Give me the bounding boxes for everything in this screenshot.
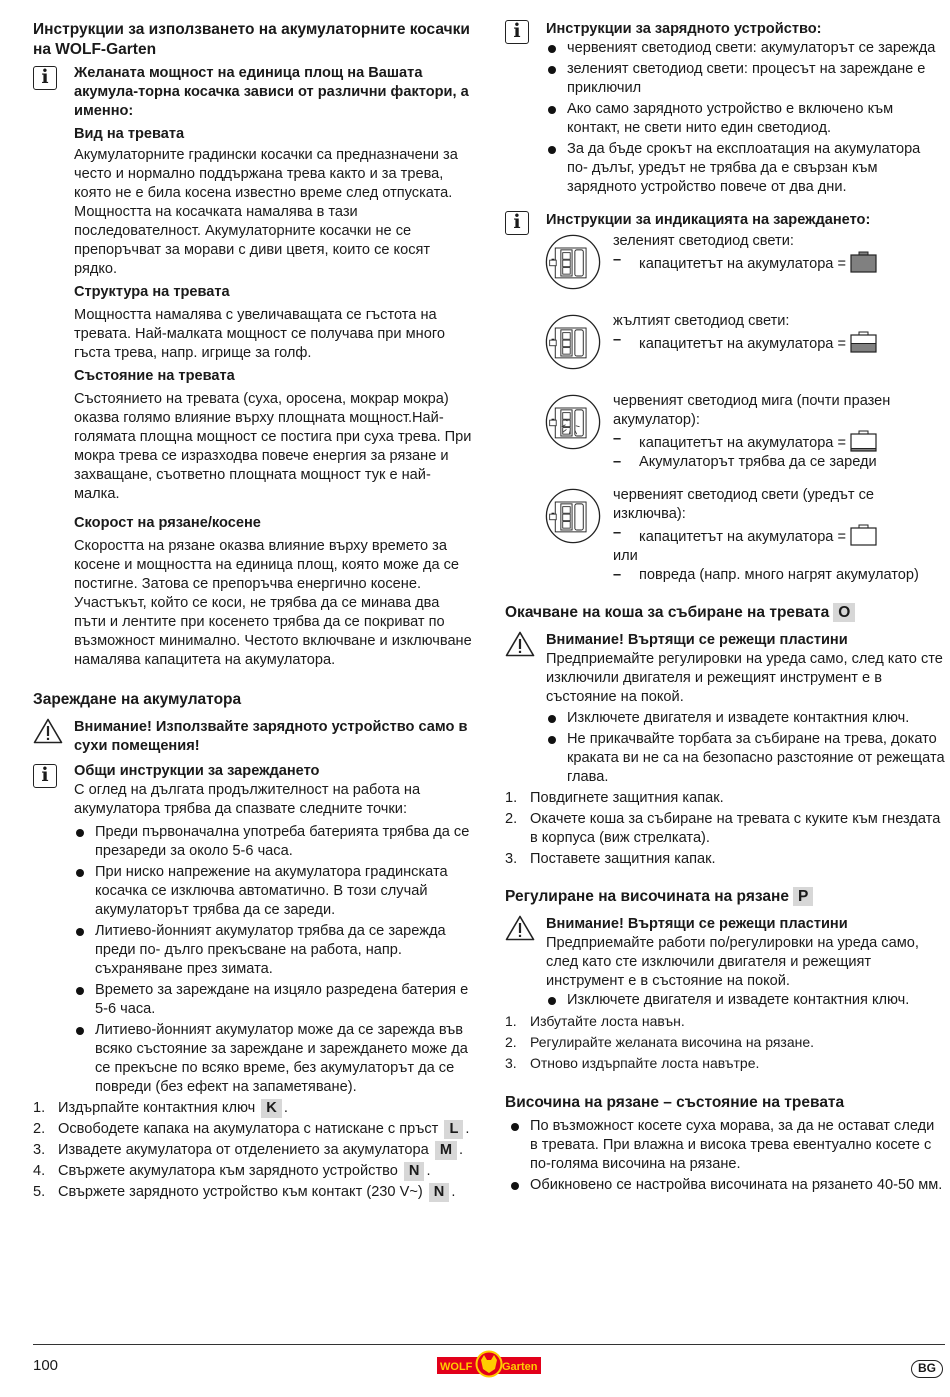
step-text: Регулирайте желаната височина на рязане. [530,1034,815,1050]
step-number: 2. [33,1121,46,1137]
step-number: 3. [505,1055,517,1071]
indicator-title: Инструкции за индикацията на зареждането: [546,212,871,228]
battery-fill [851,255,876,272]
list-item: зеленият светодиод свети: процесът на зареждане е приключил [546,60,945,98]
indicator-status: жълтият светодиод свети: [613,313,790,329]
indicator-capacity [613,430,945,453]
charger-bullets [546,39,945,197]
charging-title: Зареждане на акумулатора [33,691,242,708]
list-item: Не прикачвайте торбата за събиране на трева, докато краката ви не са на безопасно разстояние от режещата глава. [546,730,945,787]
indicator-note: – повреда (напр. много нагрят акумулатор) [613,566,945,585]
list-item: червеният светодиод свети: акумулаторът се зарежда [546,39,945,58]
basket-warning-title: Внимание! Въртящи се режещи пластини [546,632,848,648]
step-number: 3. [33,1142,46,1158]
battery-fill [851,344,876,353]
basket-title-line [505,603,945,623]
grass-structure-text: Мощността намалява с увеличаващата се гъстота на тревата. Най-малката мощност се получава при много гъста трева, напр. игрище за голф. [74,307,445,361]
charging-warning: Внимание! Използвайте зарядното устройство само в сухи помещения! [74,719,468,754]
info-box-factors [33,64,473,670]
list-item: Преди първоначална употреба батерията трябва да се презареди за около 5-6 часа. [74,823,473,861]
info-icon: i [505,20,529,44]
grass-condition-title: Състояние на тревата [74,368,235,384]
step-number: 5. [33,1184,46,1200]
figure-key: M [435,1141,457,1160]
figure-key: N [404,1162,425,1181]
info-icon: i [505,211,529,235]
capacity-label: капацитетът на акумулатора = [639,336,847,352]
step-text: Свържете зарядното устройство към контакт (230 V~) [58,1184,423,1200]
grass-type-title: Вид на тревата [74,126,185,142]
factors-intro: Желаната мощност на единица площ на Вашата акумула-торна косачка зависи от различни фактори, а именно: [74,65,469,119]
logo-text-wolf: WOLF [440,1361,473,1373]
basket-title: Окачване на коша за събиране на тревата [505,604,830,621]
step-text: Отново издърпайте лоста навътре. [530,1055,760,1071]
grass-condition-text: Състоянието на тревата (суха, оросена, мокрар мокра) оказва голямо влияние върху площната мощност.Най-голямата площна мощност се постига при суха трева. При мокра трева се изразходва повече енергия за рязане и захващане, съответно площната мощност тук е най-малка. [74,391,472,502]
indicator-note: – Акумулаторът трябва да се зареди [613,453,945,472]
step-text: Повдигнете защитния капак. [530,790,724,806]
battery-level-icon [850,430,877,452]
general-text: С оглед на дългата продължителност на работа на акумулатора трябва да спазвате следните точки: [74,782,421,817]
step-number: 2. [505,811,518,827]
step-end: . [283,1100,288,1116]
warning-box-height [505,915,945,1010]
left-column [33,20,473,1204]
step-item [505,850,945,869]
figure-key: N [429,1183,450,1202]
speed-title: Скорост на рязане/косене [74,515,261,531]
info-box-general [33,762,473,1097]
list-item: По възможност косете суха морава, за да не остават следи в тревата. При влажна и висока трева евентуално косете с по-голяма височина на рязане. [509,1117,945,1174]
condition-title: Височина на рязане – състояние на тревата [505,1094,845,1111]
right-column [505,20,945,1197]
height-warning-text: Предприемайте работи по/регулировки на уреда само, след като сте изключили двигателя и режещият инструмент е в състояние на покой. [546,935,919,989]
list-item: Ако само зарядното устройство е включено към контакт, не свети нито един светодиод. [546,100,945,138]
list-item: Времето за зареждане на изцяло разредена батерия е 5-6 часа. [74,981,473,1019]
step-item [33,1141,473,1160]
height-warning-bullets [546,991,945,1010]
battery-outline [851,528,876,545]
indicator-row-red-steady [545,486,945,585]
step-number: 3. [505,851,518,867]
mower-instructions-title: Инструкции за използването на акумулаторните косачки на WOLF-Garten [33,21,470,58]
battery-level-icon [850,331,877,353]
step-number: 1. [33,1100,46,1116]
step-text: Свържете акумулатора към зарядното устройство [58,1163,398,1179]
warning-icon [505,631,535,657]
logo-text-garten: Garten [502,1361,538,1373]
step-item [33,1120,473,1139]
step-text: Освободете капака на акумулатора с натискане с пръст [58,1121,439,1137]
charging-steps [33,1099,473,1202]
height-title-line [505,887,945,907]
list-item: При ниско напрежение на акумулатора градинската косачка се изключва автоматично. В този случай акумулаторът трябва да се зареди. [74,863,473,920]
battery-pack-icon [545,234,601,290]
language-badge: BG [911,1360,943,1378]
battery-level-icon [850,524,877,546]
battery-pack-icon [545,488,601,544]
step-item [505,810,945,848]
step-end: . [465,1121,470,1137]
indicator-capacity [613,251,945,274]
step-item [33,1099,473,1118]
list-item: Литиево-йонният акумулатор може да се зарежда във всяко състояние за зареждане и зареждането може да се прекъсне по всяко време, без акумулаторът да се повреди (без ефект на запаметяване). [74,1021,473,1097]
charger-title: Инструкции за зарядното устройство: [546,21,822,37]
indicator-row-green [545,232,945,298]
step-text: Избутайте лоста навън. [530,1013,685,1029]
step-item [505,1033,945,1052]
general-title: Общи инструкции за зареждането [74,763,320,779]
footer-divider [33,1344,945,1345]
indicator-status: червеният светодиод свети (уредът се изключва): [613,487,875,522]
step-number: 4. [33,1163,46,1179]
indicator-status: червеният светодиод мига (почти празен акумулатор): [613,393,891,428]
warning-box-charging [33,718,473,756]
info-box-indicator [505,211,945,233]
warning-icon [505,915,535,941]
indicator-row-yellow [545,312,945,378]
basket-warning-text: Предприемайте регулировки на уреда само, след като сте изключили двигателя и режещият инструмент е в състояние на покой. [546,651,943,705]
condition-bullets [505,1117,945,1195]
speed-text: Скоростта на рязане оказва влияние върху времето за косене и мощността на единица площ, която може да се постигне. Затова се препоръчва енергично косене. Участъкът, който се коси, не трябва да се минава два пъти и лентите при косенето трябва да се покриват по възможност минимално. Честото включване и изключване намалява капацитета на акумулатора. [74,538,472,668]
basket-steps [505,789,945,869]
figure-key: K [261,1099,282,1118]
figure-key: P [793,887,813,906]
grass-structure-title: Структура на тревата [74,284,230,300]
warning-icon [33,718,63,744]
capacity-label: капацитетът на акумулатора = [639,256,847,272]
indicator-capacity [613,331,945,354]
step-text: Извадете акумулатора от отделението за акумулатора [58,1142,429,1158]
height-steps [505,1012,945,1073]
step-number: 1. [505,1013,517,1029]
battery-level-icon [850,251,877,273]
warning-box-basket [505,631,945,787]
info-icon: i [33,66,57,90]
battery-pack-icon [545,314,601,370]
step-item [505,1012,945,1031]
height-warning-title: Внимание! Въртящи се режещи пластини [546,916,848,932]
indicator-row-red-blinking [545,392,945,472]
general-bullets [74,823,473,1097]
step-end: . [459,1142,464,1158]
basket-warning-bullets [546,709,945,787]
grass-type-text: Акумулаторните градински косачки са предназначени за често и нормално поддържана трева както и за трева, която не е била косена известно време след отпуската. Мощността на косачката намалява в тази последователност. Акумулаторните косачки не се препоръчват за морави с диви цветя, които се косят рядко. [74,147,458,277]
wolf-garten-logo [437,1350,541,1378]
info-icon: i [33,764,57,788]
list-item: Обикновено се настройва височината на рязането 40-50 мм. [509,1176,945,1195]
step-item [33,1162,473,1181]
step-item [33,1183,473,1202]
indicator-capacity [613,524,945,547]
capacity-label: капацитетът на акумулатора = [639,435,847,451]
list-item: Литиево-йонният акумулатор трябва да се зарежда преди по- дълго прекъсване на работа, напр. съхраняване през зимата. [74,922,473,979]
step-end: . [426,1163,431,1179]
step-end: . [451,1184,456,1200]
step-item [505,789,945,808]
indicator-list [545,232,945,585]
step-number: 2. [505,1034,517,1050]
list-item: Изключете двигателя и извадете контактния ключ. [546,991,945,1010]
info-box-charger [505,20,945,197]
indicator-or: или [613,548,638,564]
step-number: 1. [505,790,518,806]
page-number: 100 [33,1357,59,1374]
list-item: За да бъде срокът на експлоатация на акумулатора по- дълъг, уредът не трябва да е свързан към зарядното устройство повече от два дни. [546,140,945,197]
figure-key: O [833,603,855,622]
height-title: Регулиране на височината на рязане [505,888,789,905]
step-item [505,1054,945,1073]
capacity-label: капацитетът на акумулатора = [639,529,847,545]
battery-pack-blinking-icon [545,394,601,450]
indicator-status: зеленият светодиод свети: [613,233,794,249]
step-text: Окачете коша за събиране на тревата с куките към гнездата в корпуса (виж стрелката). [530,811,941,846]
step-text: Издърпайте контактния ключ [58,1100,256,1116]
list-item: Изключете двигателя и извадете контактния ключ. [546,709,945,728]
figure-key: L [444,1120,463,1139]
step-text: Поставете защитния капак. [530,851,716,867]
